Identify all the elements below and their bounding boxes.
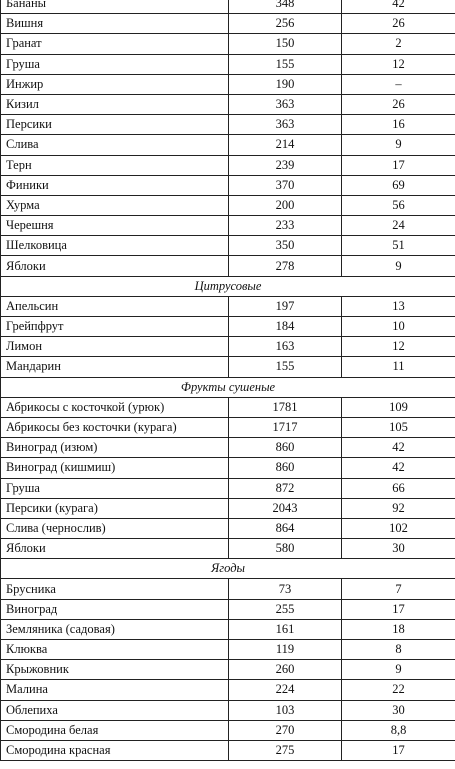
value-a-cell: 233 [229, 216, 342, 236]
value-b-cell: 56 [342, 195, 455, 215]
item-name-cell: Хурма [1, 195, 229, 215]
value-b-cell: 16 [342, 115, 455, 135]
table-row [1, 236, 455, 256]
table-row [1, 34, 455, 54]
table-row [1, 337, 455, 357]
table-row [1, 700, 455, 720]
table-row [1, 397, 455, 417]
value-a-cell: 155 [229, 54, 342, 74]
value-a-cell: 278 [229, 256, 342, 276]
value-b-cell: 8 [342, 640, 455, 660]
table-row [1, 640, 455, 660]
table-row [1, 599, 455, 619]
value-a-cell: 275 [229, 740, 342, 760]
table-row [1, 296, 455, 316]
item-name-cell: Гранат [1, 34, 229, 54]
value-a-cell: 184 [229, 317, 342, 337]
section-title: Фрукты сушеные [1, 377, 455, 397]
item-name-cell: Яблоки [1, 256, 229, 276]
item-name-cell: Крыжовник [1, 660, 229, 680]
item-name-cell: Персики [1, 115, 229, 135]
value-a-cell: 350 [229, 236, 342, 256]
value-a-cell: 155 [229, 357, 342, 377]
value-b-cell: 17 [342, 155, 455, 175]
item-name-cell: Малина [1, 680, 229, 700]
item-name-cell: Шелковица [1, 236, 229, 256]
table-row [1, 256, 455, 276]
item-name-cell: Виноград (кишмиш) [1, 458, 229, 478]
table-row [1, 357, 455, 377]
value-a-cell: 73 [229, 579, 342, 599]
item-name-cell: Абрикосы с косточкой (урюк) [1, 397, 229, 417]
value-b-cell: 12 [342, 54, 455, 74]
value-b-cell: 22 [342, 680, 455, 700]
table-row [1, 74, 455, 94]
table-row [1, 417, 455, 437]
table-row [1, 518, 455, 538]
table-row [1, 115, 455, 135]
table-row [1, 0, 455, 14]
value-b-cell: 42 [342, 438, 455, 458]
item-name-cell: Слива (чернослив) [1, 518, 229, 538]
value-b-cell: 26 [342, 94, 455, 114]
value-b-cell: 24 [342, 216, 455, 236]
value-a-cell: 255 [229, 599, 342, 619]
item-name-cell: Облепиха [1, 700, 229, 720]
value-a-cell: 200 [229, 195, 342, 215]
item-name-cell: Клюква [1, 640, 229, 660]
value-a-cell: 190 [229, 74, 342, 94]
table-row [1, 740, 455, 760]
value-a-cell: 860 [229, 458, 342, 478]
value-a-cell: 363 [229, 94, 342, 114]
value-a-cell: 224 [229, 680, 342, 700]
value-a-cell: 872 [229, 478, 342, 498]
item-name-cell: Апельсин [1, 296, 229, 316]
table-row [1, 498, 455, 518]
value-a-cell: 860 [229, 438, 342, 458]
item-name-cell: Брусника [1, 579, 229, 599]
item-name-cell: Вишня [1, 14, 229, 34]
value-b-cell: 8,8 [342, 720, 455, 740]
table-row [1, 54, 455, 74]
item-name-cell: Смородина белая [1, 720, 229, 740]
value-b-cell: 12 [342, 337, 455, 357]
value-a-cell: 370 [229, 175, 342, 195]
table-row [1, 175, 455, 195]
item-name-cell: Груша [1, 478, 229, 498]
value-b-cell: 11 [342, 357, 455, 377]
value-b-cell: 9 [342, 135, 455, 155]
value-b-cell: 69 [342, 175, 455, 195]
table-row [1, 317, 455, 337]
value-b-cell: 13 [342, 296, 455, 316]
value-b-cell: 42 [342, 458, 455, 478]
value-a-cell: 1717 [229, 417, 342, 437]
item-name-cell: Терн [1, 155, 229, 175]
value-b-cell: 42 [342, 0, 455, 14]
section-header-row [1, 377, 455, 397]
table-row [1, 94, 455, 114]
value-a-cell: 214 [229, 135, 342, 155]
table-row [1, 478, 455, 498]
table-row [1, 579, 455, 599]
value-b-cell: 102 [342, 518, 455, 538]
item-name-cell: Персики (курага) [1, 498, 229, 518]
section-title: Ягоды [1, 559, 455, 579]
value-a-cell: 239 [229, 155, 342, 175]
item-name-cell: Инжир [1, 74, 229, 94]
item-name-cell: Черешня [1, 216, 229, 236]
table-row [1, 216, 455, 236]
value-b-cell: 26 [342, 14, 455, 34]
value-a-cell: 864 [229, 518, 342, 538]
item-name-cell: Виноград [1, 599, 229, 619]
item-name-cell: Мандарин [1, 357, 229, 377]
value-b-cell: 2 [342, 34, 455, 54]
item-name-cell: Грейпфрут [1, 317, 229, 337]
value-a-cell: 161 [229, 619, 342, 639]
item-name-cell: Финики [1, 175, 229, 195]
item-name-cell: Кизил [1, 94, 229, 114]
value-b-cell: 109 [342, 397, 455, 417]
value-b-cell: 9 [342, 660, 455, 680]
value-b-cell: 18 [342, 619, 455, 639]
value-b-cell: 92 [342, 498, 455, 518]
table-row [1, 135, 455, 155]
value-b-cell: 30 [342, 539, 455, 559]
value-b-cell: 51 [342, 236, 455, 256]
table-body [1, 0, 455, 761]
table-row [1, 438, 455, 458]
table-row [1, 155, 455, 175]
item-name-cell: Смородина красная [1, 740, 229, 760]
table-row [1, 14, 455, 34]
value-b-cell: 17 [342, 740, 455, 760]
value-a-cell: 363 [229, 115, 342, 135]
item-name-cell: Лимон [1, 337, 229, 357]
item-name-cell: Земляника (садовая) [1, 619, 229, 639]
table-row [1, 660, 455, 680]
table-row [1, 619, 455, 639]
value-b-cell: 66 [342, 478, 455, 498]
section-header-row [1, 559, 455, 579]
value-b-cell: 7 [342, 579, 455, 599]
value-a-cell: 150 [229, 34, 342, 54]
value-b-cell: 105 [342, 417, 455, 437]
item-name-cell: Груша [1, 54, 229, 74]
value-a-cell: 256 [229, 14, 342, 34]
value-a-cell: 197 [229, 296, 342, 316]
value-b-cell: – [342, 74, 455, 94]
item-name-cell: Яблоки [1, 539, 229, 559]
value-a-cell: 348 [229, 0, 342, 14]
value-a-cell: 119 [229, 640, 342, 660]
value-b-cell: 9 [342, 256, 455, 276]
value-a-cell: 2043 [229, 498, 342, 518]
item-name-cell: Виноград (изюм) [1, 438, 229, 458]
table-row [1, 539, 455, 559]
value-a-cell: 580 [229, 539, 342, 559]
table-row [1, 720, 455, 740]
table-row [1, 680, 455, 700]
value-a-cell: 1781 [229, 397, 342, 417]
table-row [1, 458, 455, 478]
section-header-row [1, 276, 455, 296]
value-b-cell: 17 [342, 599, 455, 619]
value-b-cell: 30 [342, 700, 455, 720]
table-row [1, 195, 455, 215]
value-a-cell: 260 [229, 660, 342, 680]
value-a-cell: 103 [229, 700, 342, 720]
value-a-cell: 163 [229, 337, 342, 357]
value-b-cell: 10 [342, 317, 455, 337]
value-a-cell: 270 [229, 720, 342, 740]
item-name-cell: Слива [1, 135, 229, 155]
item-name-cell: Бананы [1, 0, 229, 14]
item-name-cell: Абрикосы без косточки (курага) [1, 417, 229, 437]
section-title: Цитрусовые [1, 276, 455, 296]
